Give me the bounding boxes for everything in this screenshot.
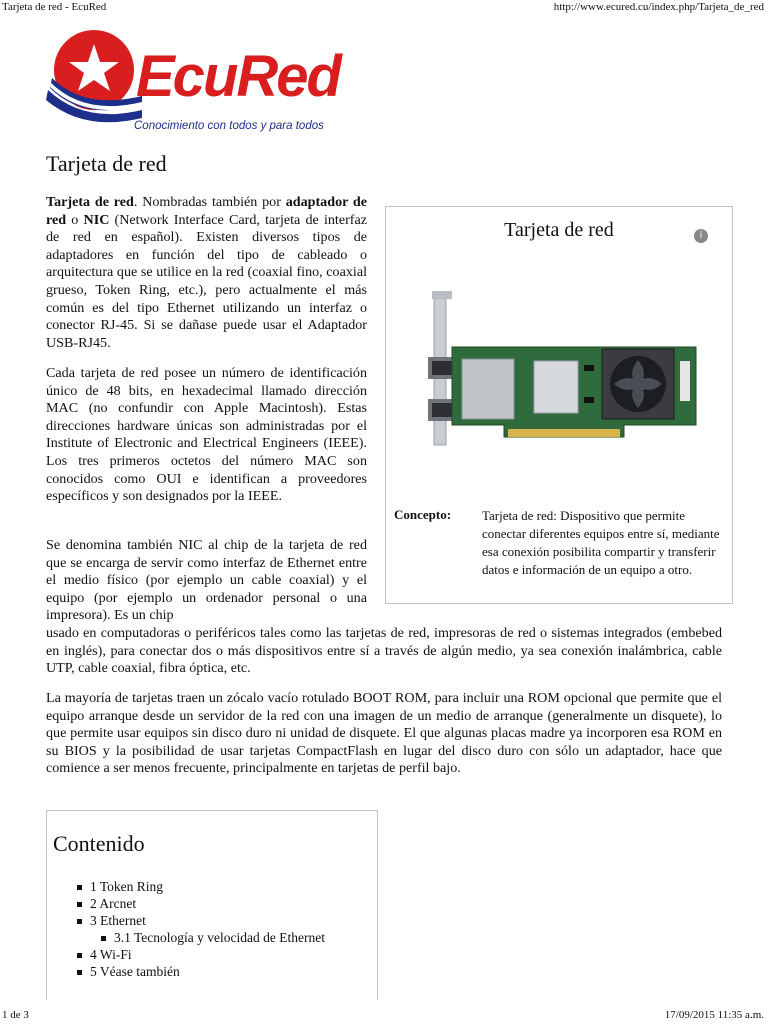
nic-chip-paragraph-part2: usado en computadoras o periféricos tales como las tarjetas de red, impresoras de red o sistemas integrados (embebed en inglés), para conectar dos o más dispositivos entre sí a través de algún medio, ya sea conexión inalámbrica, cable UTP, cable coaxial, fibra óptica, etc.: [46, 625, 722, 677]
term-tarjeta-de-red: Tarjeta de red: [46, 194, 134, 210]
print-timestamp: 17/09/2015 11:35 a.m.: [664, 1009, 764, 1021]
page-title-header: Tarjeta de red - EcuRed: [2, 1, 107, 13]
intro-paragraph: [46, 194, 367, 352]
logo-wordmark: EcuRed: [136, 44, 340, 109]
cuban-flag-swoosh-icon: [44, 26, 144, 126]
infobox-concept-value: Tarjeta de red: Dispositivo que permite conectar diferentes equipos entre sí, mediante esa conexión posibilita compartir y transferir datos e información de un equipo a otro.: [482, 508, 720, 577]
table-of-contents: [46, 810, 378, 1000]
toc-title: Contenido: [53, 831, 145, 856]
toc-item-ethernet[interactable]: 3 Ethernet: [75, 912, 325, 929]
page-url[interactable]: http://www.ecured.cu/index.php/Tarjeta_de_red: [553, 1, 764, 13]
print-header: [0, 0, 768, 16]
infobox: [385, 206, 733, 604]
article-title: Tarjeta de red: [46, 151, 167, 176]
ecured-logo[interactable]: [44, 26, 350, 138]
toc-list: [75, 878, 325, 980]
intro-text-3: (Network Interface Card, tarjeta de interfaz de red en español). Existen diversos tipos de adaptadores en función del tipo de cableado o arquitectura que se utilice en la red (coaxial fino, coaxial grueso, Token Ring, etc.), pero actualmente el más común es del tipo Ethernet utilizando un interfaz o conector RJ-45. Si se dañase puede usar el Adaptador USB-RJ45.: [46, 211, 367, 351]
infobox-title: Tarjeta de red: [504, 219, 614, 241]
info-icon[interactable]: i: [694, 229, 708, 243]
intro-text-2: o: [66, 211, 84, 228]
network-card-image[interactable]: [424, 265, 714, 487]
term-adaptador-de-red: adaptador de red: [46, 194, 367, 228]
nic-chip-paragraph-part1: Se denomina también NIC al chip de la tarjeta de red que se encarga de servir como interfaz de Ethernet entre el medio físico (por ejemplo un cable coaxial) y el equipo (por ejemplo un ordenador personal o una impresora). Es un chip: [46, 537, 367, 624]
print-footer: [0, 1006, 768, 1024]
page-number: 1 de 3: [2, 1009, 29, 1021]
toc-item-ethernet-speed[interactable]: 3.1 Tecnología y velocidad de Ethernet: [99, 929, 325, 946]
toc-item-arcnet[interactable]: 2 Arcnet: [75, 895, 325, 912]
infobox-concept-label: Concepto:: [394, 507, 452, 522]
intro-text-1: . Nombradas también por: [133, 194, 286, 210]
boot-rom-paragraph: La mayoría de tarjetas traen un zócalo vacío rotulado BOOT ROM, para incluir una ROM opcional que permite que el equipo arranque desde un servidor de la red con una imagen de un medio de arranque (generalmente un disquete), lo que permite usar equipos sin disco duro ni unidad de disquete. El que algunas placas madre ya incorporen esa ROM en su BIOS y la posibilidad de usar tarjetas CompactFlash en lugar del disco duro con sólo un adaptador, hace que comience a ser menos frecuente, principalmente en tarjetas de perfil bajo.: [46, 690, 722, 777]
toc-item-wifi[interactable]: 4 Wi-Fi: [75, 946, 325, 963]
logo-tagline: Conocimiento con todos y para todos: [134, 120, 324, 132]
toc-item-see-also[interactable]: 5 Véase también: [75, 963, 325, 980]
term-nic: NIC: [83, 211, 110, 228]
mac-paragraph: Cada tarjeta de red posee un número de identificación único de 48 bits, en hexadecimal llamado dirección MAC (no confundir con Apple Macintosh). Estas direcciones hardware únicas son administradas por el Institute of Electronic and Electrical Engineers (IEEE). Los tres primeros octetos del número MAC son conocidos como OUI e identifican a proveedores específicos y son designados por la IEEE.: [46, 365, 367, 505]
toc-item-token-ring[interactable]: 1 Token Ring: [75, 878, 325, 895]
